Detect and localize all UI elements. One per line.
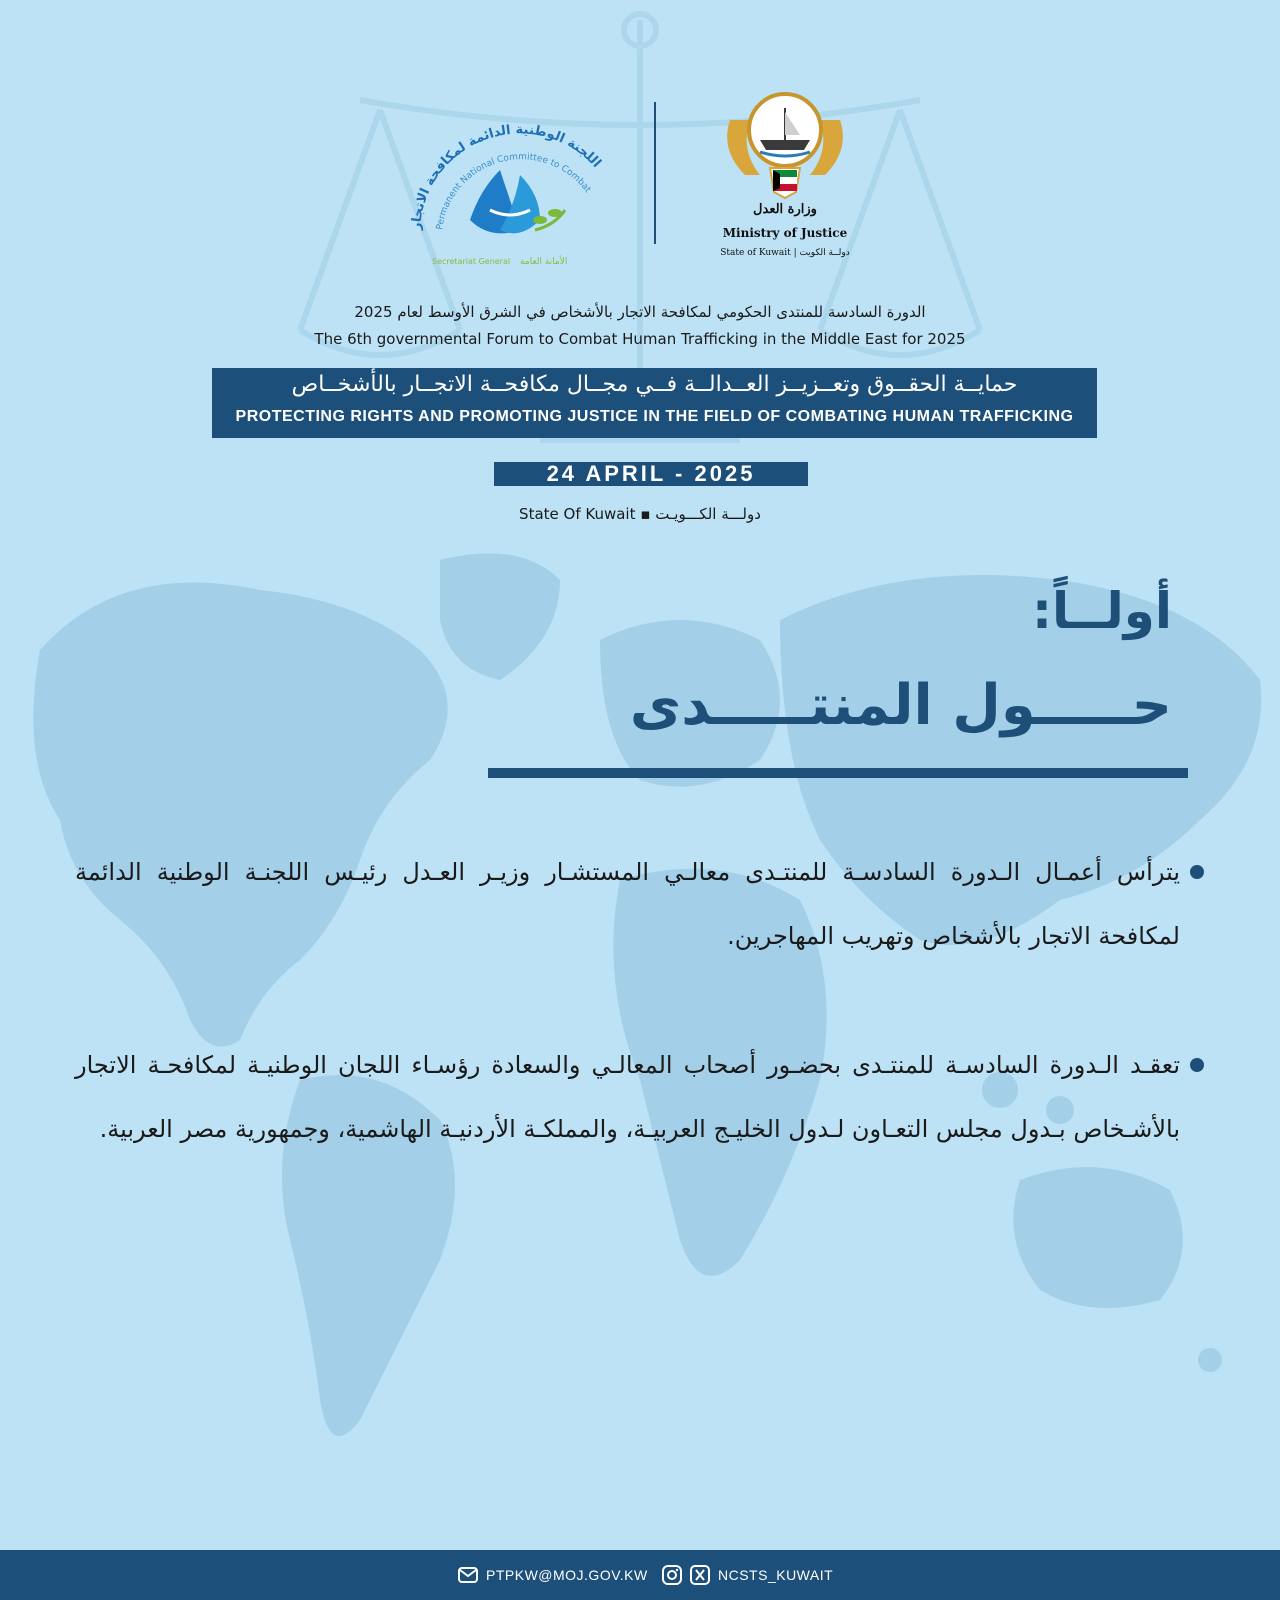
footer-email[interactable] — [458, 1550, 648, 1600]
footer — [0, 1550, 1280, 1600]
ministry-logo — [700, 80, 870, 270]
bullet-item — [75, 840, 1180, 968]
instagram-icon — [662, 1565, 682, 1585]
theme-banner — [212, 368, 1097, 438]
committee-logo — [390, 80, 630, 280]
section-title: حـــــول المنتـــــدى — [629, 673, 1172, 738]
social-handle: NCSTS_KUWAIT — [718, 1567, 834, 1583]
forum-title-english: The 6th governmental Forum to Combat Human Trafficking in the Middle East for 2025 — [314, 330, 966, 348]
bullet-dot-icon — [1190, 1058, 1204, 1072]
email-icon — [458, 1567, 478, 1583]
theme-arabic: حمايــة الحقــوق وتعــزيــز العــدالــة فــي مجــال مكافحــة الاتجــار بالأشخــاص — [291, 372, 1018, 397]
x-icon — [690, 1565, 710, 1585]
event-date: 24 APRIL - 2025 — [494, 462, 808, 486]
secretariat-en: Secretariat General — [432, 257, 511, 266]
section-divider — [488, 768, 1188, 778]
email-text: PTPKW@MOJ.GOV.KW — [486, 1567, 648, 1583]
kuwait-emblem — [700, 80, 870, 200]
bullet-dot-icon — [1190, 865, 1204, 879]
bullet-item — [75, 1033, 1180, 1161]
ministry-english: Ministry of Justice — [722, 226, 848, 240]
theme-english: PROTECTING RIGHTS AND PROMOTING JUSTICE IN THE FIELD OF COMBATING HUMAN TRAFFICKING — [235, 408, 1074, 425]
bullet-text: يترأس أعمـال الـدورة السادسـة للمنتـدى معالـي المستشـار وزيـر العـدل رئيـس اللجنـة الوطنية الدائمة لمكافحة الاتجار بالأشخاص وتهريب المهاجرين. — [75, 858, 1180, 950]
secretariat-ar: الأمانة العامة — [520, 257, 568, 267]
bullet-text: تعقـد الـدورة السادسـة للمنتـدى بحضـور أصحاب المعالـي والسعادة رؤسـاء اللجان الوطنيـة لمكافحـة الاتجار بالأشـخاص بـدول مجلس التعـاون لـدول الخليـج العربيـة، والمملكـة الأردنيـة الهاشمية، وجمهورية مصر العربية. — [75, 1051, 1180, 1143]
svg-text:اللجنة الوطنية الدائمة لمكافحة: اللجنة الوطنية الدائمة لمكافحة الاتجار — [408, 122, 604, 231]
ministry-arabic: وزارة العدل — [753, 202, 817, 217]
logo-divider — [654, 102, 656, 244]
footer-social[interactable] — [662, 1550, 833, 1600]
svg-text:Permanent National Committee t: Permanent National Committee to Combat — [435, 152, 593, 231]
forum-title-arabic: الدورة السادسة للمنتدى الحكومي لمكافحة الاتجار بالأشخاص في الشرق الأوسط لعام 2025 — [354, 303, 926, 321]
event-location: State Of Kuwait ▪ دولـــة الكـــويـت — [519, 505, 761, 523]
section-number: أولــاً: — [1032, 582, 1172, 640]
committee-emblem — [390, 80, 630, 280]
ministry-state: State of Kuwait | دولــة الكويت — [720, 248, 850, 258]
